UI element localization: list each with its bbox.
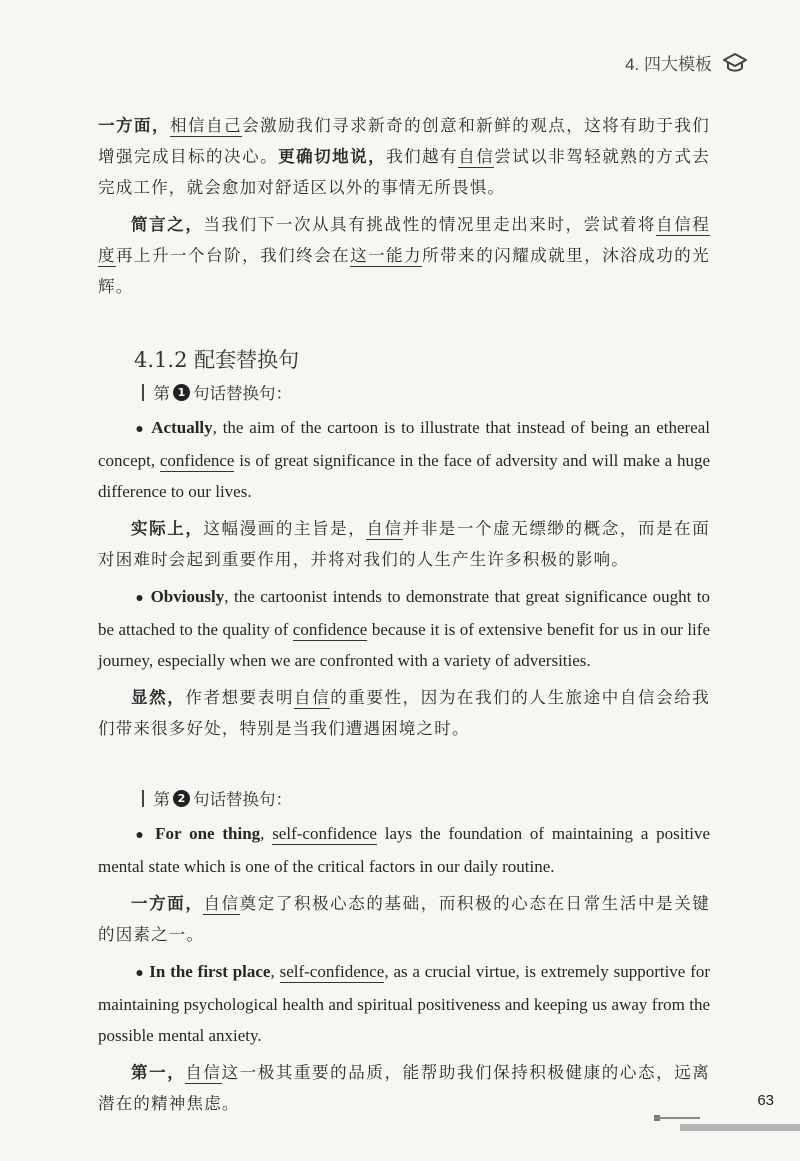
emphasis: 一方面， — [131, 894, 204, 913]
text: , — [270, 962, 280, 981]
sub-suffix: 句话替换句： — [193, 790, 292, 809]
underlined-term: 自信 — [366, 519, 403, 538]
sub-prefix: 第 — [153, 384, 170, 403]
underlined-term: 自信 — [293, 688, 331, 707]
paragraph-2 — [98, 209, 710, 302]
text: is of great significance in the face of adversity and will make a huge difference to our lives. — [98, 451, 711, 501]
divider — [142, 384, 144, 401]
graduation-cap-icon — [722, 52, 748, 74]
text: 的重要性，因为在我们的人生旅途中自信会给我们带来很多好处，特别是当我们遭遇困境之时。 — [98, 688, 711, 738]
chinese-translation-1 — [98, 513, 710, 575]
running-header — [625, 50, 748, 75]
text: 当我们下一次从具有挑战性的情况里走出来时，尝试着将 — [203, 215, 657, 234]
number-badge: 1 — [173, 384, 190, 401]
text: 我们越有 — [386, 147, 459, 166]
underlined-term: self-confidence — [272, 824, 377, 843]
text: 这幅漫画的主旨是， — [203, 519, 367, 538]
text: 奠定了积极心态的基础，而积极的心态在日常生活中是关键的因素之一。 — [98, 894, 710, 944]
page-number: 63 — [757, 1092, 774, 1109]
underlined-term: self-confidence — [279, 962, 385, 981]
english-sentence-3 — [98, 818, 710, 882]
english-sentence-2 — [98, 581, 710, 676]
text: , as a crucial virtue, is extremely supportive for maintaining psychological health and spiritual positiveness and keeping us away from the possible mental anxiety. — [98, 962, 711, 1045]
emphasis: 一方面， — [98, 116, 171, 135]
underlined-term: 自信程度 — [98, 215, 711, 265]
underlined-term: 自信 — [185, 1063, 222, 1082]
sub-suffix: 句话替换句： — [193, 384, 292, 403]
section-title: 4.1.2 配套替换句 — [134, 348, 300, 372]
text: because it is of extensive benefit for us in our life journey, especially when we are confronted with a variety of adversities. — [98, 620, 710, 670]
divider — [142, 790, 144, 807]
text: 作者想要表明 — [185, 688, 294, 707]
chinese-translation-4 — [98, 1057, 710, 1119]
emphasis: 实际上， — [131, 519, 204, 538]
underlined-term: confidence — [159, 451, 235, 470]
number-badge: 2 — [173, 790, 190, 807]
emphasis: 显然， — [131, 688, 186, 707]
subheading-1 — [142, 380, 710, 404]
subheading-2 — [142, 786, 710, 810]
english-sentence-1 — [98, 412, 710, 507]
emphasis: Actually — [151, 418, 213, 437]
emphasis: For one thing — [155, 824, 261, 843]
chinese-translation-3 — [98, 888, 710, 950]
paragraph-1 — [98, 110, 710, 203]
underlined-term: 自信 — [203, 894, 240, 913]
page-content — [98, 110, 710, 1125]
emphasis: Obviously — [150, 587, 225, 606]
text: 所带来的闪耀成就里，沐浴成功的光辉。 — [98, 246, 710, 296]
text: , — [260, 824, 273, 843]
text: 尝试以非驾轻就熟的方式去完成工作，就会愈加对舒适区以外的事情无所畏惧。 — [98, 147, 711, 197]
underlined-term: 相信自己 — [170, 116, 243, 135]
underlined-term: 自信 — [458, 147, 495, 166]
text: 再上升一个台阶，我们终会在 — [116, 246, 351, 265]
english-sentence-4 — [98, 956, 710, 1051]
text: 会激励我们寻求新奇的创意和新鲜的观点，这将有助于我们增强完成目标的决心。 — [98, 116, 710, 166]
underlined-term: confidence — [292, 620, 368, 639]
bullet-icon: ● — [135, 966, 145, 981]
text: , the cartoonist intends to demonstrate that great significance ought to be attached to the quality of — [98, 587, 711, 639]
chapter-title: 4. 四大模板 — [625, 55, 712, 74]
emphasis: 更确切地说， — [278, 147, 387, 166]
underlined-term: 这一能力 — [350, 246, 423, 265]
emphasis: 简言之， — [131, 215, 204, 234]
text: lays the foundation of maintaining a positive mental state which is one of the critical factors in our daily routine. — [98, 824, 710, 876]
footer-bar — [680, 1124, 800, 1131]
emphasis: In the first place — [149, 962, 271, 981]
emphasis: 第一， — [131, 1063, 186, 1082]
footer-line — [655, 1117, 700, 1119]
text: , the aim of the cartoon is to illustrate that instead of being an ethereal concept, — [98, 418, 710, 470]
bullet-icon: ● — [135, 422, 146, 437]
text: 并非是一个虚无缥缈的概念，而是在面对困难时会起到重要作用，并将对我们的人生产生许多积极的影响。 — [98, 519, 710, 569]
bullet-icon: ● — [135, 828, 148, 843]
text: 这一极其重要的品质，能帮助我们保持积极健康的心态，远离潜在的精神焦虑。 — [98, 1063, 710, 1113]
spacer — [98, 750, 710, 780]
bullet-icon: ● — [135, 591, 146, 606]
chinese-translation-2 — [98, 682, 710, 744]
sub-prefix: 第 — [153, 790, 170, 809]
